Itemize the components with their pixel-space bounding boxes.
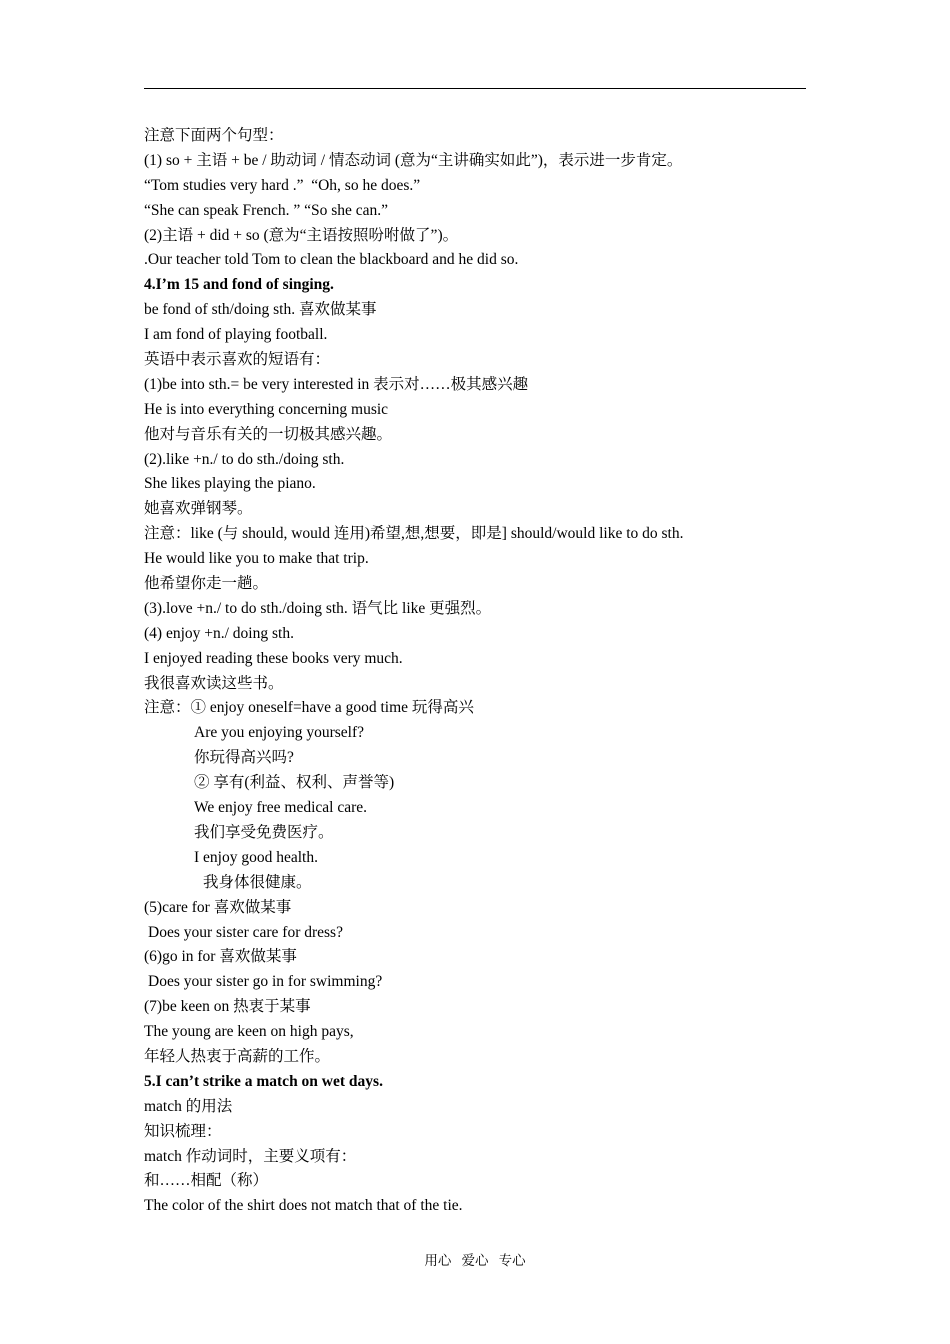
text-line: 我身体很健康。 (203, 873, 312, 891)
text-line: 注意：① enjoy oneself=have a good time 玩得高兴 (144, 699, 474, 717)
text-line: I enjoyed reading these books very much. (144, 649, 403, 667)
text-line: (3).love +n./ to do sth./doing sth. 语气比 like 更强烈。 (144, 599, 492, 617)
document-body (144, 124, 806, 1219)
text-line: She likes playing the piano. (144, 475, 316, 493)
section-heading: 5.I can’t strike a match on wet days. (144, 1072, 383, 1090)
text-line: I am fond of playing football. (144, 326, 328, 344)
text-line: ② 享有(利益、权利、声誉等) (194, 774, 395, 792)
text-line: match 作动词时，主要义项有： (144, 1147, 357, 1165)
text-line: 她喜欢弹钢琴。 (144, 500, 253, 518)
text-line: I enjoy good health. (194, 848, 318, 866)
text-line: 年轻人热衷于高薪的工作。 (144, 1047, 331, 1065)
text-line: match 的用法 (144, 1097, 233, 1115)
text-line: Are you enjoying yourself? (194, 724, 365, 742)
page-footer: 用心 爱心 专心 (424, 1253, 526, 1268)
text-line: Does your sister care for dress? (148, 923, 343, 941)
header-rule (144, 88, 806, 89)
text-line: (1)be into sth.= be very interested in 表示对……极其感兴趣 (144, 375, 529, 393)
text-line: 知识梳理： (144, 1122, 222, 1140)
text-line: “Tom studies very hard .” “Oh, so he does.” (144, 176, 421, 194)
text-line: 你玩得高兴吗? (194, 749, 294, 767)
text-line: 注意：like (与 should, would 连用)希望,想,想要，即是] should/would like to do sth. (144, 525, 684, 543)
text-line: (7)be keen on 热衷于某事 (144, 998, 311, 1016)
text-line: We enjoy free medical care. (194, 799, 368, 817)
text-line: 注意下面两个句型： (144, 127, 284, 144)
text-line: 英语中表示喜欢的短语有： (144, 351, 331, 369)
text-line: He would like you to make that trip. (144, 550, 369, 568)
text-line: The color of the shirt does not match that of the tie. (144, 1197, 463, 1215)
text-line: (2)主语 + did + so (意为“主语按照吩咐做了”)。 (144, 226, 459, 244)
text-line: 他对与音乐有关的一切极其感兴趣。 (144, 425, 393, 443)
text-line: 他希望你走一趟。 (144, 575, 269, 593)
text-line: (5)care for 喜欢做某事 (144, 898, 292, 916)
text-line: (6)go in for 喜欢做某事 (144, 948, 297, 966)
text-line: He is into everything concerning music (144, 400, 389, 418)
text-line: (2).like +n./ to do sth./doing sth. (144, 450, 345, 468)
text-line: The young are keen on high pays, (144, 1023, 354, 1041)
text-line: .Our teacher told Tom to clean the blackboard and he did so. (144, 251, 519, 269)
text-line: 和……相配（称） (144, 1172, 269, 1190)
text-line: “She can speak French. ” “So she can.” (144, 201, 389, 219)
text-line: 我很喜欢读这些书。 (144, 674, 284, 692)
text-line: (1) so + 主语 + be / 助动词 / 情态动词 (意为“主讲确实如此”)，表示进一步肯定。 (144, 151, 683, 169)
text-line: be fond of sth/doing sth. 喜欢做某事 (144, 301, 377, 319)
text-line: 我们享受免费医疗。 (194, 823, 334, 841)
section-heading: 4.I’m 15 and fond of singing. (144, 276, 334, 294)
text-line: Does your sister go in for swimming? (148, 973, 383, 991)
text-line: (4) enjoy +n./ doing sth. (144, 624, 294, 642)
